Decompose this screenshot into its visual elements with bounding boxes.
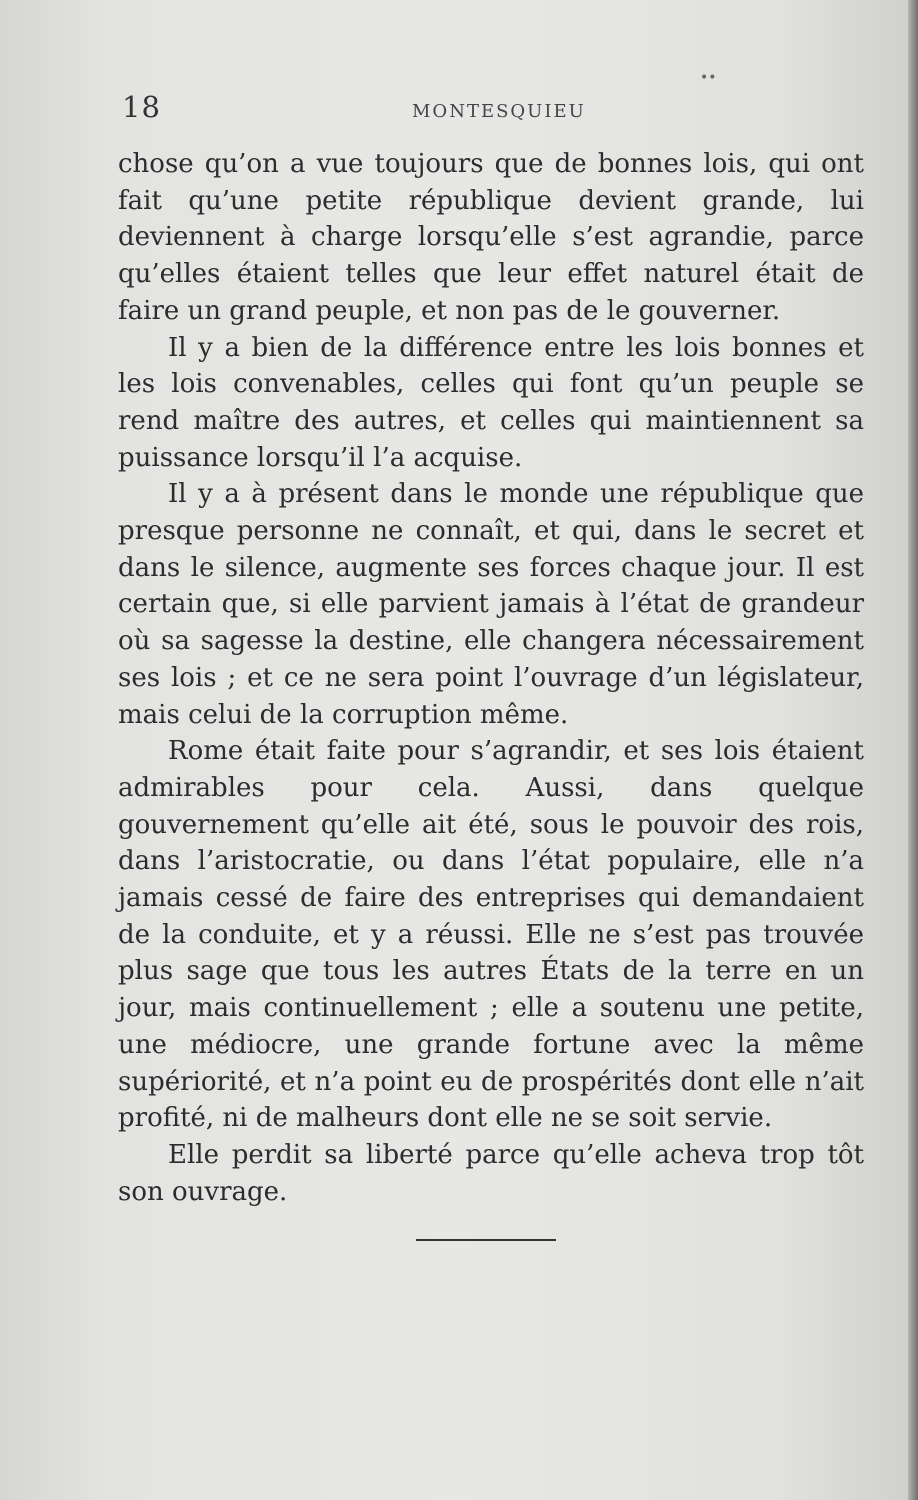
paragraph-2: Il y a bien de la différence entre les lois bonnes et les lois convenables, celles qui font qu’un peuple se rend maître des autres, et celles qui maintiennent sa puissance lorsqu’il l’a acquise. [118,332,864,473]
ink-speck: •• [700,70,717,86]
running-head: MONTESQUIEU [412,101,586,122]
paragraph-1: chose qu’on a vue toujours que de bonnes lois, qui ont fait qu’une petite république devient grande, lui deviennent à charge lorsqu’elle s’est agrandie, parce qu’elles étaient telles que leur effet naturel était de faire un grand peuple, et non pas de le gouverner. [118,149,864,326]
body-text [118,146,864,1210]
paragraph-4: Rome était faite pour s’agrandir, et ses lois étaient admirables pour cela. Aussi, dans quelque gouvernement qu’elle ait été, sous le pouvoir des rois, dans l’aristocratie, ou dans l’état populaire, elle n’a jamais cessé de faire des entreprises qui demandaient de la conduite, et y a réussi. Elle ne s’est pas trouvée plus sage que tous les autres États de la terre en un jour, mais continuellement ; elle a soutenu une petite, une médiocre, une grande fortune avec la même supériorité, et n’a point eu de prospérités dont elle n’ait profité, ni de malheurs dont elle ne se soit servie. [118,736,864,1134]
page-edge-shadow [908,0,918,1500]
section-end-rule [416,1239,556,1241]
paragraph-5: Elle perdit sa liberté parce qu’elle acheva trop tôt son ouvrage. [118,1139,864,1207]
paragraph-3: Il y a à présent dans le monde une république que presque personne ne connaît, et qui, dans le secret et dans le silence, augmente ses forces chaque jour. Il est certain que, si elle parvient jamais à l’état de grandeur où sa sagesse la destine, elle changera nécessairement ses lois ; et ce ne sera point l’ouvrage d’un législateur, mais celui de la corruption même. [118,479,864,730]
page-header [122,90,862,130]
page-number: 18 [122,90,161,124]
